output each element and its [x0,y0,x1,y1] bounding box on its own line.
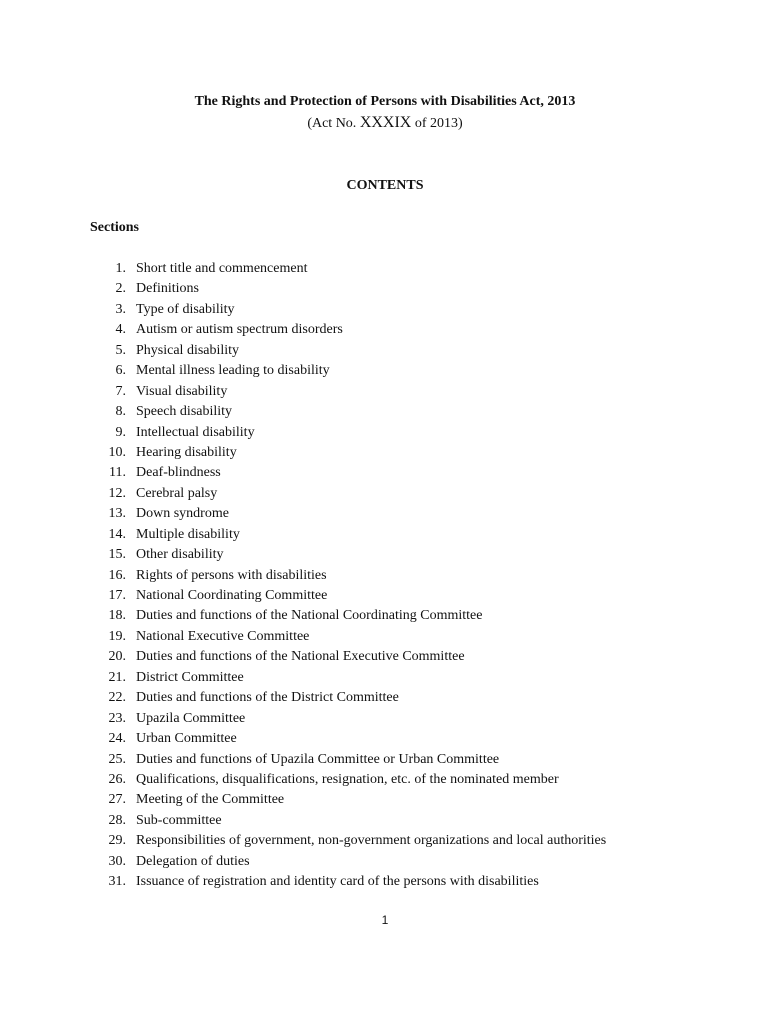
section-item [0,320,770,340]
section-title: Short title and commencement [136,261,308,276]
section-number: 22. [108,690,126,706]
sections-list [0,259,770,893]
section-title: Definitions [136,281,199,297]
section-number: 1. [115,261,126,276]
section-item [0,627,770,647]
section-item [0,729,770,749]
section-number: 29. [108,833,126,849]
section-item [0,341,770,361]
section-number: 7. [115,383,126,399]
act-number: XXXIX [359,114,412,131]
section-title: Urban Committee [136,731,237,747]
section-item [0,382,770,402]
section-number: 21. [108,669,126,685]
section-title: Responsibilities of government, non-government organizations and local authorities [136,833,607,849]
section-item [0,872,770,892]
section-number: 15. [108,547,126,563]
section-number: 28. [108,812,126,828]
section-number: 14. [108,526,126,542]
section-title: Type of disability [136,301,235,317]
subtitle-suffix: of 2013) [411,116,463,131]
section-item [0,852,770,872]
section-item [0,300,770,320]
section-title: National Coordinating Committee [136,588,328,603]
section-number: 19. [108,628,126,644]
section-title: Deaf-blindness [136,465,221,481]
section-title: Upazila Committee [136,710,246,726]
section-title: Qualifications, disqualifications, resignation, etc. of the nominated member [136,771,559,787]
section-title: Hearing disability [136,444,237,460]
section-number: 25. [108,751,126,767]
section-title: Down syndrome [136,506,229,522]
document-title: The Rights and Protection of Persons with Disabilities Act, 2013 [194,94,576,109]
section-item [0,279,770,299]
section-title: Issuance of registration and identity card of the persons with disabilities [136,874,539,890]
document-subtitle [0,114,770,133]
section-item [0,647,770,667]
section-number: 24. [108,731,126,747]
section-item [0,545,770,565]
section-item [0,463,770,483]
section-number: 30. [108,853,126,869]
section-title: Duties and functions of the District Committee [136,690,399,706]
section-item [0,586,770,606]
section-title: Duties and functions of Upazila Committee or Urban Committee [136,751,500,767]
section-title: Duties and functions of the National Executive Committee [136,649,465,665]
section-title: Duties and functions of the National Coordinating Committee [136,608,483,624]
section-number: 12. [108,485,126,501]
section-item [0,790,770,810]
section-title: Meeting of the Committee [136,792,285,808]
section-number: 5. [115,342,126,358]
section-number: 9. [115,424,126,440]
section-title: Multiple disability [136,526,240,542]
section-number: 3. [115,301,126,317]
section-item [0,504,770,524]
section-number: 4. [115,322,126,338]
section-number: 27. [108,792,126,808]
section-title: National Executive Committee [136,628,310,644]
section-item [0,750,770,770]
section-title: Delegation of duties [136,853,250,869]
section-item [0,811,770,831]
section-number: 8. [115,404,126,420]
section-title: Rights of persons with disabilities [136,567,327,583]
section-number: 31. [108,874,126,890]
section-title: Sub-committee [136,812,222,828]
sections-heading: Sections [90,220,139,235]
section-title: Cerebral palsy [136,485,218,501]
contents-heading: CONTENTS [346,178,424,193]
section-number: 2. [115,281,126,297]
section-item [0,443,770,463]
section-title: Visual disability [136,383,228,399]
section-number: 17. [108,588,126,603]
section-title: District Committee [136,669,244,685]
section-number: 18. [108,608,126,624]
section-title: Intellectual disability [136,424,255,440]
section-item [0,525,770,545]
section-item [0,423,770,443]
section-item [0,566,770,586]
section-number: 20. [108,649,126,665]
section-item [0,831,770,851]
section-number: 13. [108,506,126,522]
section-title: Speech disability [136,404,233,420]
section-title: Mental illness leading to disability [136,363,330,379]
section-title: Autism or autism spectrum disorders [136,322,343,338]
section-item [0,668,770,688]
section-title: Physical disability [136,342,240,358]
section-item [0,606,770,626]
section-number: 6. [115,363,126,379]
section-number: 10. [108,444,126,460]
section-number: 26. [108,771,126,787]
section-item [0,770,770,790]
section-item [0,709,770,729]
subtitle-prefix: (Act No. [307,116,360,131]
section-item [0,688,770,708]
section-item [0,259,770,279]
section-number: 23. [108,710,126,726]
section-title: Other disability [136,547,224,563]
section-item [0,361,770,381]
section-number: 11. [109,465,126,481]
section-item [0,484,770,504]
section-number: 16. [108,567,126,583]
section-item [0,402,770,422]
page-number: 1 [381,913,389,927]
